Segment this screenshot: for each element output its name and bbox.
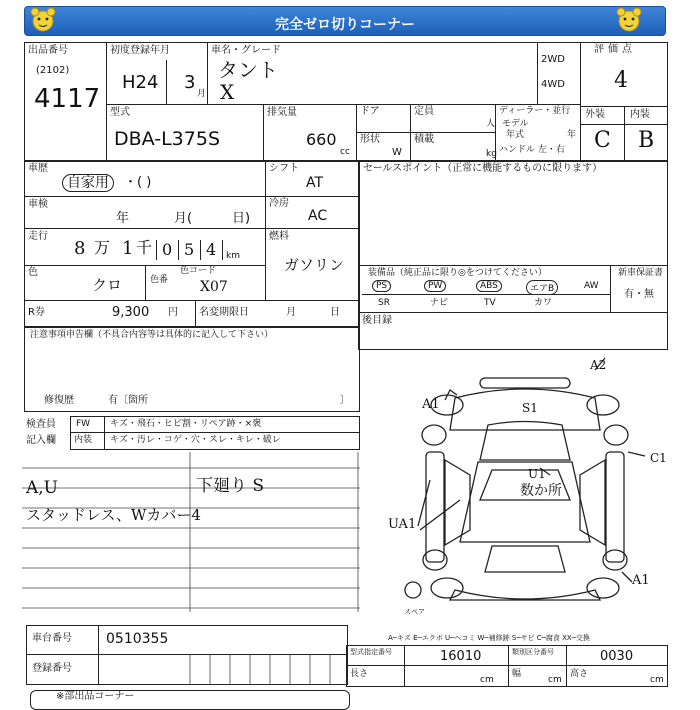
color-num-label: 色番 — [150, 275, 169, 285]
diagram-u1: U1 — [528, 467, 546, 481]
shape-value: W — [392, 147, 402, 158]
dim-width: 幅 — [512, 669, 522, 679]
int-label: 内装 — [630, 109, 650, 120]
handwritten-grid — [22, 452, 360, 612]
name-change-day: 日 — [330, 307, 340, 318]
notes-label: 注意事項申告欄（不具合内容等は具体的に記入して下さい） — [30, 330, 274, 340]
equip-airbag: エアB — [526, 280, 558, 295]
dim-unit-3: cm — [650, 675, 664, 685]
name-change-label: 名変期限日 — [199, 307, 249, 318]
model-label: 型式 — [110, 107, 130, 118]
displacement-label: 排気量 — [267, 107, 297, 118]
inspection-year: 年 — [116, 211, 130, 226]
lot-sub: (2102) — [36, 65, 70, 76]
ac-label: 冷房 — [269, 198, 289, 209]
load-unit: kg — [486, 149, 497, 159]
equip-tv: TV — [484, 298, 496, 308]
dealer-year-label: 年式 — [506, 130, 525, 140]
inspection-day: 日) — [232, 211, 251, 226]
registration-month-unit: 月 — [197, 89, 207, 99]
chassis-label: 車台番号 — [32, 633, 72, 644]
ac-value: AC — [308, 208, 328, 224]
repair-bracket: 〕 — [340, 395, 350, 406]
sales-label: セールスポイント（正常に機能するものに限ります） — [363, 163, 603, 174]
inspection-label: 車検 — [28, 199, 48, 210]
diagram-spare: スペア — [404, 608, 425, 616]
header-banner — [24, 6, 666, 36]
class-value: 0030 — [600, 649, 634, 664]
capacity-label: 定員 — [414, 106, 434, 117]
inspector-row-1: キズ・飛石・ヒビ割・リペア跡・×褒 — [110, 419, 262, 429]
mileage-d1: 8 — [74, 238, 86, 259]
equip-aw: AW — [584, 281, 599, 291]
fw-label: FW — [76, 419, 91, 429]
dim-height: 高さ — [570, 669, 589, 679]
mascot-icon-left — [28, 6, 58, 34]
type-spec-value: 16010 — [440, 649, 482, 664]
diagram-ua1: UA1 — [388, 517, 417, 532]
equip-ps: PS — [372, 280, 391, 292]
ext-label: 外装 — [585, 109, 605, 120]
shift-label: シフト — [269, 163, 299, 174]
mileage-d3: 0 — [162, 240, 173, 259]
mileage-man: 万 — [94, 238, 111, 257]
inspection-month: 月( — [174, 211, 193, 226]
door-label: ドア — [360, 106, 380, 117]
diagram-a2: A2 — [590, 358, 607, 372]
registration-year: H24 — [122, 72, 159, 93]
color-value: クロ — [92, 276, 123, 294]
header-title: 完全ゼロ切りコーナー — [275, 17, 415, 33]
footer-text: ※部出品コーナー — [56, 691, 135, 702]
mileage-label: 走行 — [28, 231, 48, 242]
load-label: 積載 — [414, 134, 434, 145]
inspector-label-2: 記入欄 — [26, 435, 56, 446]
history-value: 自家用 — [62, 174, 114, 192]
score-label: 評価点 — [594, 44, 636, 55]
car-label: 車名・グレード — [211, 45, 281, 56]
name-change-month: 月 — [286, 307, 296, 318]
dealer-model-label: モデル — [502, 119, 529, 129]
handwritten-studless: スタッドレス、Wカバー4 — [26, 506, 201, 524]
mileage-d2: 1 — [122, 238, 134, 259]
new-warranty-label: 新車保証書 — [618, 268, 664, 278]
displacement-value: 660 — [306, 130, 337, 149]
class-label: 類別区分番号 — [512, 648, 554, 656]
mileage-sen: 千 — [136, 238, 153, 257]
capacity-unit: 人 — [486, 119, 496, 129]
naiso-label: 内装 — [74, 435, 93, 445]
history-rest: ・( ) — [124, 175, 152, 190]
reg-number-cells — [180, 654, 348, 685]
displacement-unit: cc — [340, 147, 350, 157]
equipment-label: 装備品（純正品に限り◎をつけてください） — [368, 268, 547, 278]
history-label: 車歴 — [28, 163, 48, 174]
dim-unit-1: cm — [480, 675, 494, 685]
car-name: タント — [218, 58, 278, 82]
dim-unit-2: cm — [548, 675, 562, 685]
repair-label: 修復歴 — [44, 395, 74, 406]
chassis-value: 0510355 — [106, 631, 169, 647]
score-value: 4 — [614, 68, 628, 93]
model-value: DBA-L375S — [114, 128, 221, 150]
equip-leather: カワ — [534, 298, 553, 308]
reg-number-label: 登録番号 — [32, 663, 72, 674]
inspector-row-2: キズ・汚レ・コゲ・穴・スレ・キレ・破レ — [110, 435, 281, 445]
diagram-a1-bottom: A1 — [632, 573, 650, 588]
type-spec-label: 型式指定番号 — [350, 648, 392, 656]
repair-value: 有〔箇所 — [108, 395, 148, 406]
new-warranty-value: 有・無 — [624, 289, 654, 300]
handwritten-undercarriage: 下廻り S — [196, 476, 265, 496]
shape-label: 形状 — [360, 134, 380, 145]
int-score: B — [638, 128, 655, 153]
equip-navi: ナビ — [430, 298, 449, 308]
handle-label: ハンドル 左・右 — [499, 145, 565, 155]
color-code-label: 色コード — [180, 266, 217, 276]
fuel-label: 燃料 — [269, 231, 289, 242]
lot-number: 4117 — [34, 84, 101, 114]
dealer-label: ディーラー・並行 — [499, 106, 571, 116]
shift-value: AT — [306, 175, 324, 191]
mileage-d5: 4 — [206, 240, 217, 259]
car-grade: X — [220, 80, 235, 104]
drive-4wd: 4WD — [541, 79, 565, 90]
recycle-value: 9,300 — [112, 305, 150, 320]
mileage-unit: km — [226, 251, 240, 261]
equip-abs: ABS — [476, 280, 502, 292]
diagram-a1-top: A1 — [422, 397, 440, 412]
rear-label: 後目録 — [362, 315, 392, 326]
dim-length: 長さ — [350, 669, 369, 679]
recycle-unit: 円 — [168, 307, 178, 318]
middle-right-grid — [358, 160, 668, 350]
registration-label: 初度登録年月 — [110, 45, 170, 56]
lot-label: 出品番号 — [28, 45, 68, 56]
registration-month: 3 — [184, 72, 196, 93]
mileage-d4: 5 — [184, 240, 195, 259]
diagram-c1: C1 — [650, 451, 667, 465]
legend-text: A─キズ E─エクボ U─ヘコミ W─補修跡 S─サビ C─腐食 XX─交換 — [388, 634, 590, 642]
handwritten-au: A,U — [26, 478, 59, 498]
inspector-label-1: 検査員 — [26, 419, 56, 430]
mascot-icon-right — [614, 6, 644, 34]
color-code-value: X07 — [200, 279, 228, 295]
drive-2wd: 2WD — [541, 54, 565, 65]
equip-pw: PW — [424, 280, 446, 292]
dealer-year-unit: 年 — [567, 130, 577, 140]
equip-sr: SR — [378, 298, 390, 308]
diagram-u1-note: 数か所 — [520, 483, 562, 499]
fuel-value: ガソリン — [284, 256, 345, 274]
recycle-label: R券 — [28, 307, 45, 318]
diagram-s1: S1 — [522, 401, 538, 415]
color-label: 色 — [28, 267, 38, 278]
ext-score: C — [594, 128, 611, 153]
